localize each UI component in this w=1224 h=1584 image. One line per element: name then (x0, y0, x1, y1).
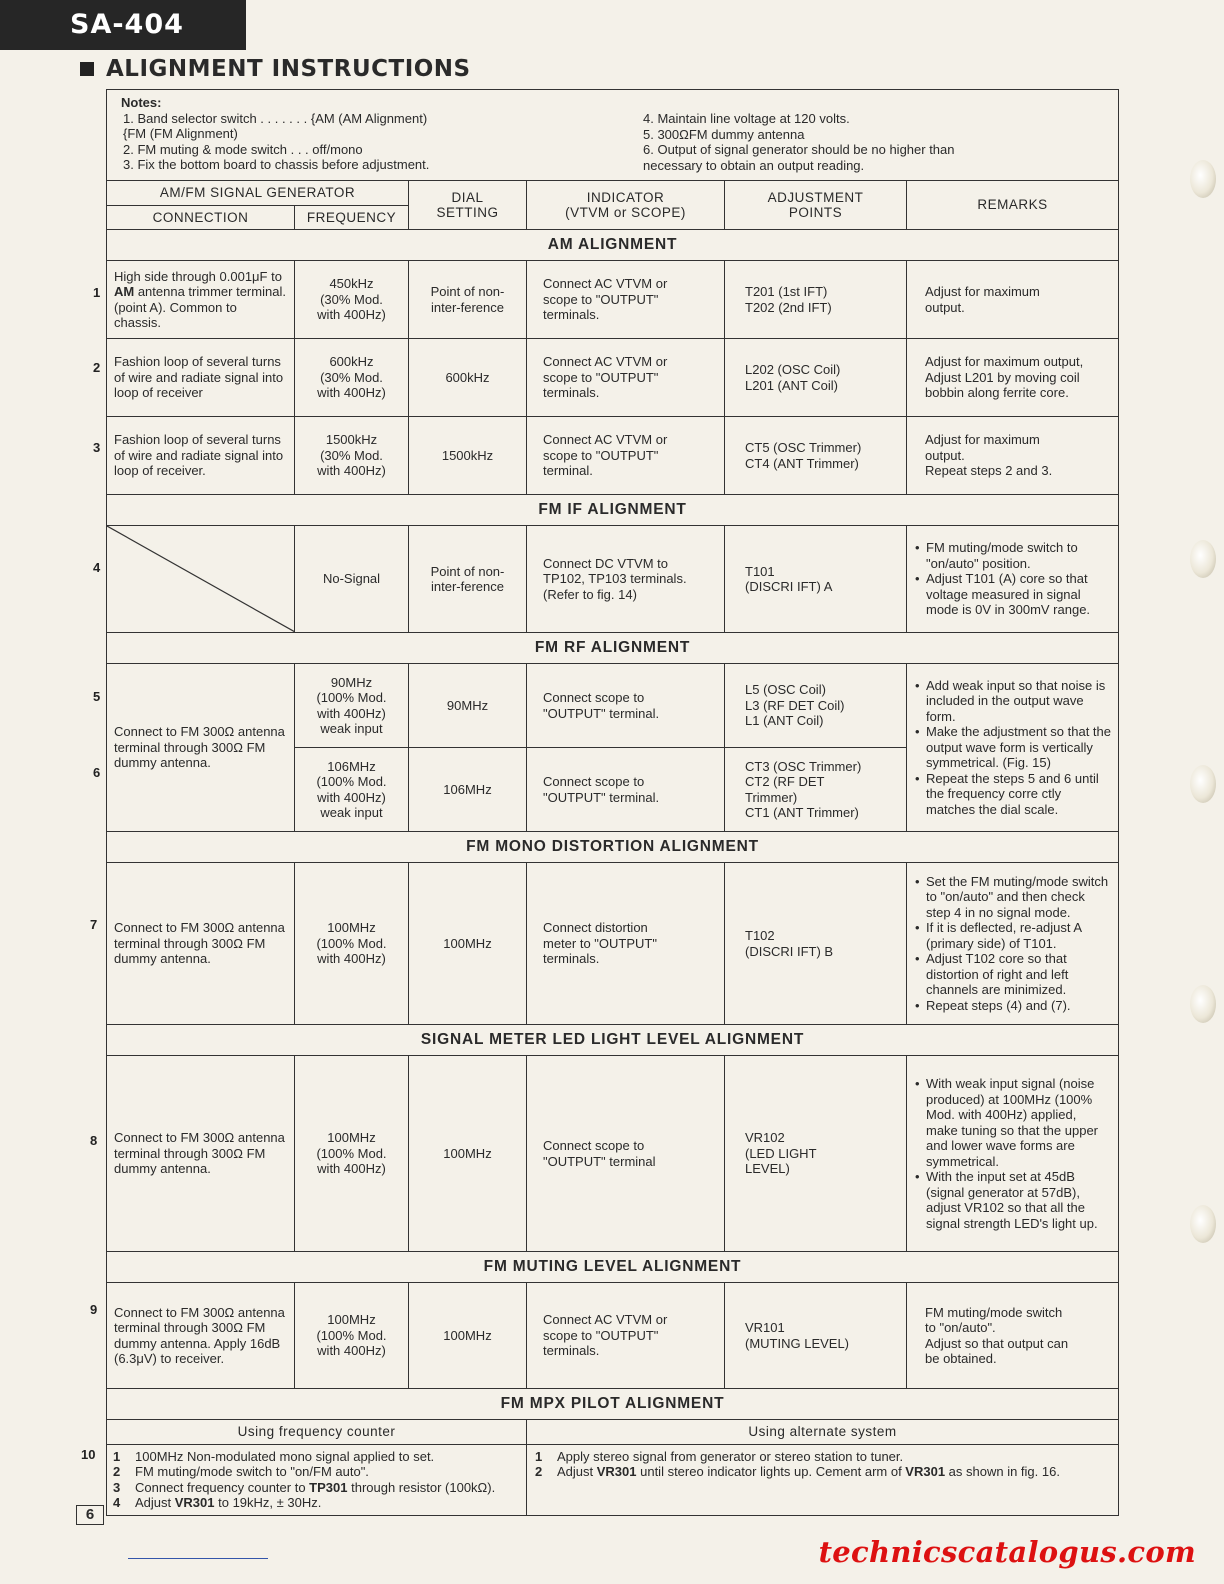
table-row (107, 863, 1119, 1025)
row-number: 1 (93, 285, 101, 300)
mpx-step: 1 Apply stereo signal from generator or stereo station to tuner. (535, 1448, 904, 1464)
row-number: 9 (90, 1302, 98, 1317)
remarks-cell (907, 526, 1119, 633)
notes-title: Notes: (121, 95, 162, 110)
model-tab: SA-404 (0, 0, 246, 50)
adjustment-cell: T201 (1st IFT) T202 (2nd IFT) (725, 261, 907, 339)
row-number: 8 (90, 1133, 98, 1148)
remark-item: • Make the adjustment so that the output wave form is vertically symmetrical. (Fig. 15) (926, 724, 1111, 771)
notes-block (107, 90, 1119, 181)
remarks-cell: Adjust for maximum output, Adjust L201 by moving coil bobbin along ferrite core. (907, 339, 1119, 417)
remark-item: • FM muting/mode switch to "on/auto" position. (926, 540, 1111, 571)
header-adjustment: ADJUSTMENT POINTS (725, 181, 907, 230)
empty-connection-cell (107, 526, 295, 633)
binder-hole-icon (1190, 540, 1216, 578)
page-heading (80, 56, 471, 82)
header-connection: CONNECTION (107, 205, 295, 230)
indicator-cell: Connect DC VTVM to TP102, TP103 terminals. (Refer to fig. 14) (527, 526, 725, 633)
table-row (107, 526, 1119, 633)
connection-cell: Fashion loop of several turns of wire and radiate signal into loop of receiver (107, 339, 295, 417)
note-line: 3. Fix the bottom board to chassis before adjustment. (123, 157, 430, 172)
row-number: 2 (93, 360, 101, 375)
adjustment-cell: L5 (OSC Coil) L3 (RF DET Coil) L1 (ANT Coil) (725, 664, 907, 748)
note-line: 4. Maintain line voltage at 120 volts. (643, 111, 850, 126)
dial-cell: 1500kHz (409, 417, 527, 495)
note-line: {FM (FM Alignment) (123, 126, 238, 141)
dial-cell: Point of non- inter-ference (409, 261, 527, 339)
row-number: 5 (93, 689, 101, 704)
mpx-step: 2 Adjust VR301 until stereo indicator lights up. Cement arm of VR301 as shown in fig. 16. (535, 1464, 1060, 1479)
dial-cell: Point of non- inter-ference (409, 526, 527, 633)
adjustment-cell: VR102 (LED LIGHT LEVEL) (725, 1056, 907, 1252)
remark-item: • Set the FM muting/mode switch to "on/auto" and then check step 4 in no signal mode. (926, 874, 1111, 921)
table-row (107, 417, 1119, 495)
adjustment-cell: CT5 (OSC Trimmer) CT4 (ANT Trimmer) (725, 417, 907, 495)
indicator-cell: Connect AC VTVM or scope to "OUTPUT" terminal. (527, 417, 725, 495)
dial-cell: 90MHz (409, 664, 527, 748)
remark-item: • Repeat the steps 5 and 6 until the frequency corre ctly matches the dial scale. (926, 771, 1111, 818)
connection-cell: Connect to FM 300Ω antenna terminal through 300Ω FM dummy antenna. (107, 664, 295, 832)
dial-cell: 106MHz (409, 748, 527, 832)
row-number: 10 (81, 1447, 96, 1462)
diagonal-line-icon (107, 526, 295, 632)
frequency-cell: No-Signal (295, 526, 409, 633)
remarks-cell: Adjust for maximum output. (907, 261, 1119, 339)
connection-cell: Connect to FM 300Ω antenna terminal through 300Ω FM dummy antenna. (107, 863, 295, 1025)
header-generator: AM/FM SIGNAL GENERATOR (107, 181, 409, 206)
connection-cell: Connect to FM 300Ω antenna terminal through 300Ω FM dummy antenna. Apply 16dB (6.3μV) to receiver. (107, 1283, 295, 1389)
section-am: AM ALIGNMENT (107, 230, 1119, 261)
section-fm-if: FM IF ALIGNMENT (107, 495, 1119, 526)
remarks-cell: Adjust for maximum output. Repeat steps 2 and 3. (907, 417, 1119, 495)
adjustment-cell: L202 (OSC Coil) L201 (ANT Coil) (725, 339, 907, 417)
footer-rule (128, 1558, 268, 1559)
mpx-left-steps (107, 1444, 527, 1515)
heading-text: ALIGNMENT INSTRUCTIONS (106, 56, 471, 82)
remarks-cell (907, 664, 1119, 832)
section-led: SIGNAL METER LED LIGHT LEVEL ALIGNMENT (107, 1025, 1119, 1056)
mpx-step: 1 100MHz Non-modulated mono signal applied to set. (113, 1448, 435, 1464)
page-number: 6 (76, 1505, 104, 1525)
binder-hole-icon (1190, 1205, 1216, 1243)
mpx-right-title: Using alternate system (527, 1420, 1119, 1445)
indicator-cell: Connect scope to "OUTPUT" terminal. (527, 664, 725, 748)
header-dial: DIAL SETTING (409, 181, 527, 230)
remark-item: • If it is deflected, re-adjust A (primary side) of T101. (926, 920, 1111, 951)
indicator-cell: Connect AC VTVM or scope to "OUTPUT" terminals. (527, 339, 725, 417)
connection-cell: Fashion loop of several turns of wire and radiate signal into loop of receiver. (107, 417, 295, 495)
header-frequency: FREQUENCY (295, 205, 409, 230)
remark-item: • Adjust T101 (A) core so that voltage measured in signal mode is 0V in 300mV range. (926, 571, 1111, 618)
row-number: 7 (90, 917, 98, 932)
note-line: 2. FM muting & mode switch . . . off/mono (123, 141, 363, 157)
frequency-cell: 600kHz (30% Mod. with 400Hz) (295, 339, 409, 417)
website-watermark: technicscatalogus.com (818, 1535, 1196, 1569)
row-number: 6 (93, 765, 101, 780)
indicator-cell: Connect distortion meter to "OUTPUT" terminals. (527, 863, 725, 1025)
section-fm-rf: FM RF ALIGNMENT (107, 633, 1119, 664)
remark-item: • Adjust T102 core so that distortion of right and left channels are minimized. (926, 951, 1111, 998)
frequency-cell: 1500kHz (30% Mod. with 400Hz) (295, 417, 409, 495)
remarks-cell (907, 1056, 1119, 1252)
header-indicator: INDICATOR (VTVM or SCOPE) (527, 181, 725, 230)
row-number: 3 (93, 440, 101, 455)
remarks-cell (907, 863, 1119, 1025)
alignment-table (106, 89, 1119, 1516)
remark-item: • Add weak input so that noise is included in the output wave form. (926, 678, 1111, 725)
note-line: 1. Band selector switch . . . . . . . {AM (AM Alignment) (123, 110, 428, 126)
frequency-cell: 90MHz (100% Mod. with 400Hz) weak input (295, 664, 409, 748)
heading-bullet-icon (80, 62, 94, 76)
adjustment-cell: VR101 (MUTING LEVEL) (725, 1283, 907, 1389)
table-row (107, 339, 1119, 417)
dial-cell: 100MHz (409, 863, 527, 1025)
remark-item: • With the input set at 45dB (signal generator at 57dB), adjust VR102 so that all the signal strength LED's light up. (926, 1169, 1111, 1231)
frequency-cell: 106MHz (100% Mod. with 400Hz) weak input (295, 748, 409, 832)
frequency-cell: 100MHz (100% Mod. with 400Hz) (295, 1056, 409, 1252)
table-row (107, 1444, 1119, 1515)
dial-cell: 100MHz (409, 1056, 527, 1252)
connection-cell: Connect to FM 300Ω antenna terminal through 300Ω FM dummy antenna. (107, 1056, 295, 1252)
mpx-step: 2 FM muting/mode switch to "on/FM auto". (113, 1464, 369, 1479)
binder-hole-icon (1190, 765, 1216, 803)
mpx-left-title: Using frequency counter (107, 1420, 527, 1445)
header-remarks: REMARKS (907, 181, 1119, 230)
frequency-cell: 100MHz (100% Mod. with 400Hz) (295, 1283, 409, 1389)
binder-hole-icon (1190, 985, 1216, 1023)
remarks-cell: FM muting/mode switch to "on/auto". Adjust so that output can be obtained. (907, 1283, 1119, 1389)
note-line: 5. 300ΩFM dummy antenna (643, 126, 805, 142)
table-row (107, 664, 1119, 748)
mpx-step: 4 Adjust VR301 to 19kHz, ± 30Hz. (113, 1495, 322, 1510)
adjustment-cell: T102 (DISCRI IFT) B (725, 863, 907, 1025)
note-line: necessary to obtain an output reading. (643, 157, 865, 173)
indicator-cell: Connect AC VTVM or scope to "OUTPUT" terminals. (527, 1283, 725, 1389)
section-muting: FM MUTING LEVEL ALIGNMENT (107, 1252, 1119, 1283)
mpx-step: 3 Connect frequency counter to TP301 through resistor (100kΩ). (113, 1479, 496, 1495)
row-number: 4 (93, 560, 101, 575)
frequency-cell: 450kHz (30% Mod. with 400Hz) (295, 261, 409, 339)
dial-cell: 100MHz (409, 1283, 527, 1389)
section-mpx: FM MPX PILOT ALIGNMENT (107, 1389, 1119, 1420)
connection-cell: High side through 0.001μF to AM antenna trimmer terminal. (point A). Common to chassis. (107, 261, 295, 339)
indicator-cell: Connect scope to "OUTPUT" terminal (527, 1056, 725, 1252)
adjustment-cell: CT3 (OSC Trimmer) CT2 (RF DET Trimmer) CT1 (ANT Trimmer) (725, 748, 907, 832)
table-row (107, 1056, 1119, 1252)
frequency-cell: 100MHz (100% Mod. with 400Hz) (295, 863, 409, 1025)
table-row (107, 1283, 1119, 1389)
dial-cell: 600kHz (409, 339, 527, 417)
note-line: 6. Output of signal generator should be no higher than (643, 142, 955, 157)
remark-item: • With weak input signal (noise produced) at 100MHz (100% Mod. with 400Hz) applied, make tuning so that the upper and lower wave forms are symmetrical. (926, 1076, 1111, 1169)
remark-item: • Repeat steps (4) and (7). (926, 998, 1111, 1014)
indicator-cell: Connect scope to "OUTPUT" terminal. (527, 748, 725, 832)
table-row (107, 261, 1119, 339)
binder-hole-icon (1190, 160, 1216, 198)
indicator-cell: Connect AC VTVM or scope to "OUTPUT" terminals. (527, 261, 725, 339)
adjustment-cell: T101 (DISCRI IFT) A (725, 526, 907, 633)
mpx-right-steps (527, 1444, 1119, 1515)
section-mono: FM MONO DISTORTION ALIGNMENT (107, 832, 1119, 863)
